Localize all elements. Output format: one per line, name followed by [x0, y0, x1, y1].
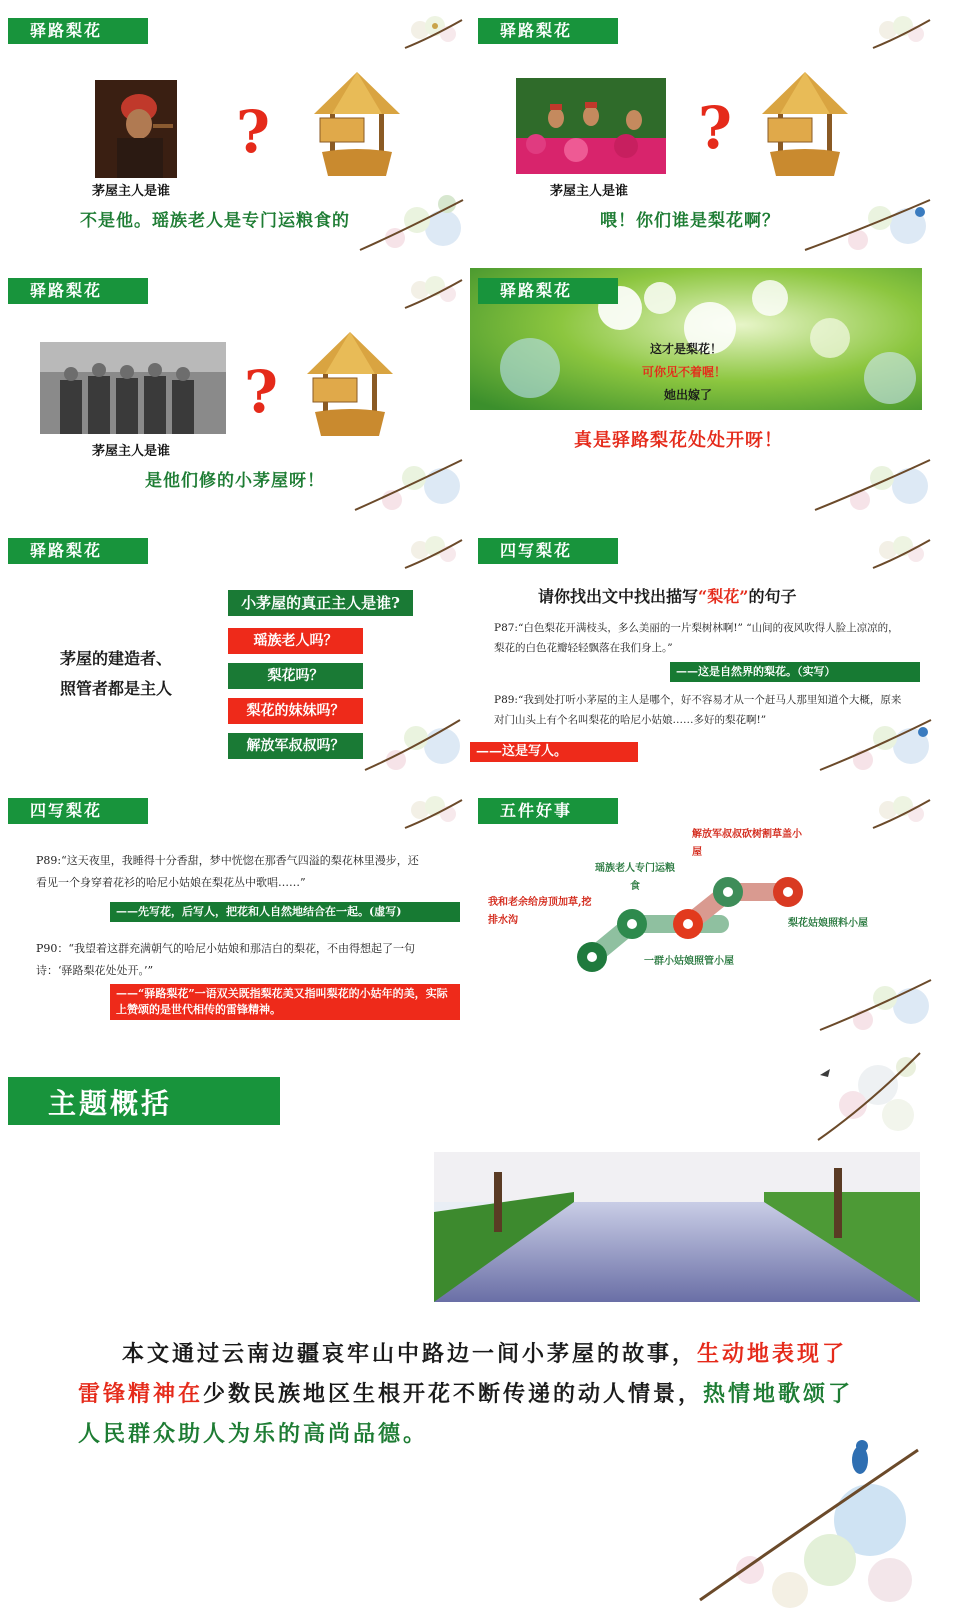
deed-5: 梨花姑娘照料小屋: [788, 918, 868, 929]
option-pill: 解放军叔叔吗？: [228, 733, 363, 759]
flower-decoration: [400, 528, 465, 576]
flower-decoration: [808, 1045, 923, 1145]
slide-tag: 五件好事: [478, 798, 618, 824]
slide-tag: 四写梨花: [478, 538, 618, 564]
slide-1: [0, 0, 470, 255]
note-bar: ——这是写人。: [470, 742, 638, 762]
slide-statement: 不是他。瑶族老人是专门运粮食的: [80, 211, 350, 231]
thatched-hut-icon: [760, 70, 850, 180]
quote-p87: P87:“白色梨花开满枝头，多么美丽的一片梨树林啊!” “山间的夜风吹得人脸上凉凉的，梨花的白色花瓣轻轻飘落在我们身上。”: [494, 622, 899, 654]
slide-tag: 驿路梨花: [478, 278, 618, 304]
yao-elder-photo: [95, 80, 177, 178]
theme-text-green: 热情地歌颂了人民群众助人为乐的高尚品德。: [78, 1381, 854, 1447]
heading-pre: 请你找出文中找出描写: [538, 587, 699, 606]
answer-line-2: 照管者都是主人: [60, 679, 173, 698]
quote-p89: P89:“这天夜里，我睡得十分香甜，梦中恍惚在那香气四溢的梨花林里漫步，还看见一个身穿着花衫的哈尼小姑娘在梨花丛中歌唱……”: [36, 854, 419, 889]
thatched-hut-icon: [312, 70, 402, 180]
slide-5: [0, 520, 470, 775]
soldiers-photo: [40, 342, 226, 434]
girls-flowers-photo: [516, 78, 666, 174]
theme-text-red: 生动地表现了雷锋精神在: [78, 1341, 848, 1407]
flower-decoration: [355, 190, 465, 255]
note-bar: ——“驿路梨花”一语双关既指梨花美又指叫梨花的小姑年的美，实际上赞颂的是世代相传的雷锋精神。: [110, 984, 460, 1020]
note-bar: ——这是自然界的梨花。（实写）: [670, 662, 920, 682]
slide-tag: 驿路梨花: [8, 538, 148, 564]
flower-decoration: [350, 450, 465, 515]
question-mark: ?: [236, 98, 270, 166]
slide-7: [0, 780, 470, 1035]
answer-text: [60, 644, 172, 704]
thatched-hut-icon: [305, 330, 395, 440]
option-pill: 瑶族老人吗？: [228, 628, 363, 654]
flower-decoration: [815, 710, 935, 775]
slide-tag: 驿路梨花: [8, 18, 148, 44]
slide-tag: 四写梨花: [8, 798, 148, 824]
option-pill: 梨花吗？: [228, 663, 363, 689]
quote-p90: P90：“我望着这群充满朝气的哈尼小姑娘和那洁白的梨花，不由得想起了一句诗：‘驿路梨花处处开。’”: [36, 942, 416, 977]
theme-title: 主题概括: [48, 1087, 173, 1120]
answer-line-1: 茅屋的建造者、: [60, 649, 173, 668]
flower-decoration: [868, 528, 933, 576]
slide-tag: 驿路梨花: [478, 18, 618, 44]
note-bar: ——先写花，后写人，把花和人自然地结合在一起。(虚写): [110, 902, 460, 922]
slide-8: [470, 780, 940, 1035]
blossom-line-3: 她出嫁了: [664, 388, 713, 402]
flower-decoration: [868, 788, 933, 836]
deed-1: 解放军叔叔砍树割草盖小屋: [692, 829, 802, 858]
question-pill: 小茅屋的真正主人是谁?: [228, 590, 413, 616]
slide-statement: 真是驿路梨花处处开呀！: [574, 430, 783, 451]
flower-decoration: [690, 1420, 922, 1615]
slide-3: [0, 260, 470, 515]
slide-tag: 驿路梨花: [8, 278, 148, 304]
option-pill: 梨花的妹妹吗？: [228, 698, 363, 724]
deed-4: 一群小姑娘照管小屋: [644, 956, 734, 967]
blossom-line-2: 可你见不着喔！: [642, 365, 727, 379]
slide-2: [470, 0, 940, 255]
flower-decoration: [800, 190, 935, 255]
slide-4: [470, 260, 940, 515]
heading-post: 的句子: [748, 587, 797, 606]
quote-p89: P89:“我到处打听小茅屋的主人是哪个，好不容易才从一个赶马人那里知道个大概，原来对门山头上有个名叫梨花的哈尼小姑娘……多好的梨花啊!”: [494, 694, 902, 726]
slide-statement: 喂！你们谁是梨花啊？: [600, 211, 780, 231]
flower-decoration: [400, 268, 465, 316]
theme-text-black-2: 少数民族地区生根开花不断传递的动人情景，: [203, 1381, 704, 1407]
flower-decoration: [360, 710, 465, 775]
question-mark: ?: [244, 358, 278, 426]
caption: 茅屋主人是谁: [92, 184, 171, 199]
river-blossom-photo: [434, 1152, 920, 1302]
question-mark: ?: [698, 94, 732, 162]
deed-3: 我和老余给房顶加草,挖排水沟: [488, 897, 592, 926]
slide-heading: [538, 584, 796, 607]
theme-title-bar: [8, 1077, 280, 1125]
flower-decoration: [868, 8, 933, 56]
deed-2: 瑶族老人专门运粮食: [595, 863, 675, 892]
slide-6: [470, 520, 940, 775]
slide-statement: 是他们修的小茅屋呀！: [145, 471, 325, 491]
theme-text-black-1: 本文通过云南边疆哀牢山中路边一间小茅屋的故事，: [122, 1341, 698, 1367]
flower-decoration: [810, 450, 935, 515]
flower-decoration: [815, 970, 935, 1035]
blossom-line-1: 这才是梨花！: [650, 342, 723, 356]
caption: 茅屋主人是谁: [550, 184, 629, 199]
flower-decoration: [400, 788, 465, 836]
caption: 茅屋主人是谁: [92, 444, 171, 459]
flower-decoration: [400, 8, 465, 56]
heading-key: “梨花”: [698, 587, 749, 606]
